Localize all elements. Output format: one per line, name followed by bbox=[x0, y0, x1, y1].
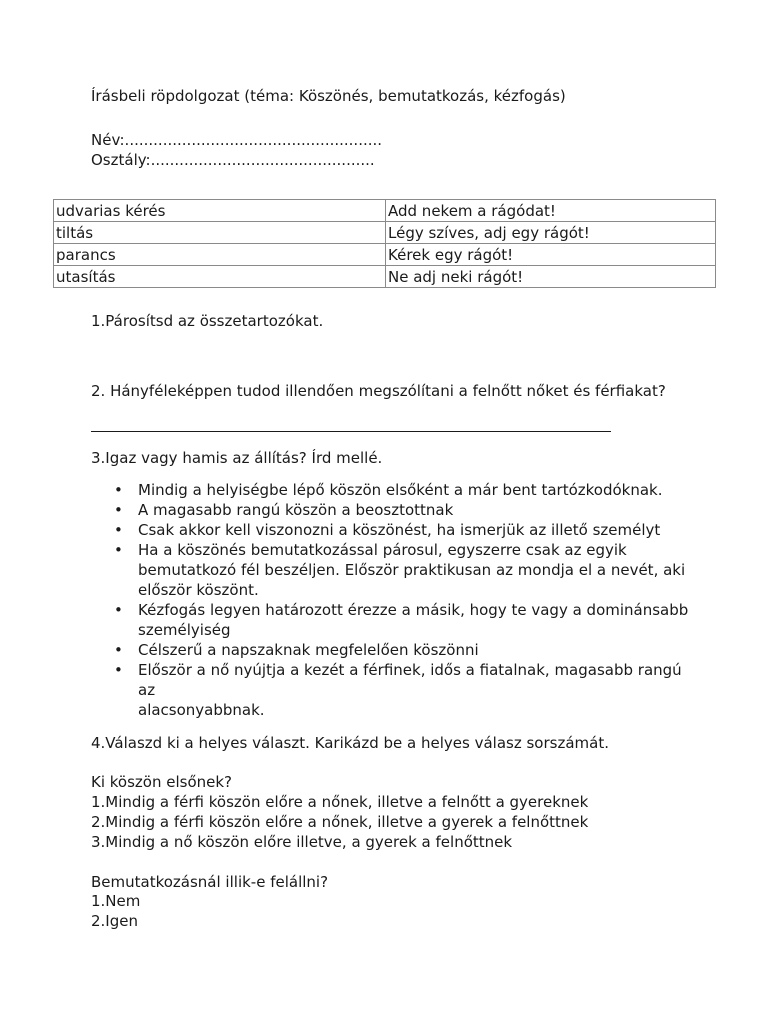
statement-text: alacsonyabbnak. bbox=[138, 701, 265, 719]
statement-list bbox=[91, 480, 691, 720]
table-row bbox=[54, 244, 716, 266]
table-cell: utasítás bbox=[54, 266, 386, 288]
table-cell: Kérek egy rágót! bbox=[386, 244, 716, 266]
bullet-icon: • bbox=[114, 521, 123, 539]
statement-text: bemutatkozó fél beszéljen. Először praktikusan az mondja el a nevét, aki bbox=[138, 561, 686, 579]
statement-text: Először a nő nyújtja a kezét a férfinek, idős a fiatalnak, magasabb rangú az bbox=[138, 661, 682, 699]
question-3: 3.Igaz vagy hamis az állítás? Írd mellé. bbox=[91, 449, 383, 467]
option-item: 1.Nem bbox=[91, 892, 141, 910]
statement-text: Ha a köszönés bemutatkozással párosul, egyszerre csak az egyik bbox=[138, 541, 627, 559]
sub-question-2: Bemutatkozásnál illik-e felállni? bbox=[91, 873, 329, 891]
statement-text: személyiség bbox=[138, 621, 231, 639]
sub-question-1: Ki köszön elsőnek? bbox=[91, 773, 233, 791]
table-row bbox=[54, 200, 716, 222]
question-4: 4.Válaszd ki a helyes választ. Karikázd be a helyes válasz sorszámát. bbox=[91, 734, 609, 752]
question-1: 1.Párosítsd az összetartozókat. bbox=[91, 312, 324, 330]
statement-text: A magasabb rangú köszön a beosztottnak bbox=[138, 501, 454, 519]
statement-text: Csak akkor kell viszonozni a köszönést, ha ismerjük az illető személyt bbox=[138, 521, 661, 539]
list-item bbox=[91, 660, 691, 720]
bullet-icon: • bbox=[114, 601, 123, 619]
list-item bbox=[91, 600, 691, 640]
statement-text: először köszönt. bbox=[138, 581, 259, 599]
bullet-icon: • bbox=[114, 541, 123, 559]
list-item bbox=[91, 640, 691, 660]
option-item: 2.Igen bbox=[91, 912, 138, 930]
worksheet-title: Írásbeli röpdolgozat (téma: Köszönés, bemutatkozás, kézfogás) bbox=[91, 87, 566, 105]
question-2: 2. Hányféleképpen tudod illendően megszólítani a felnőtt nőket és férfiakat? bbox=[91, 382, 666, 400]
table-row bbox=[54, 222, 716, 244]
class-field: Osztály:............................................... bbox=[91, 151, 375, 169]
option-item: 1.Mindig a férfi köszön előre a nőnek, illetve a felnőtt a gyereknek bbox=[91, 793, 589, 811]
table-cell: Add nekem a rágódat! bbox=[386, 200, 716, 222]
name-field: Név:...................................................... bbox=[91, 131, 383, 149]
table-row bbox=[54, 266, 716, 288]
table-cell: parancs bbox=[54, 244, 386, 266]
table-cell: Ne adj neki rágót! bbox=[386, 266, 716, 288]
option-item: 3.Mindig a nő köszön előre illetve, a gyerek a felnőttnek bbox=[91, 833, 513, 851]
list-item bbox=[91, 540, 691, 600]
statement-text: Célszerű a napszaknak megfelelően köszönni bbox=[138, 641, 479, 659]
list-item bbox=[91, 500, 691, 520]
bullet-icon: • bbox=[114, 481, 123, 499]
list-item bbox=[91, 480, 691, 500]
list-item bbox=[91, 520, 691, 540]
bullet-icon: • bbox=[114, 501, 123, 519]
table-cell: tiltás bbox=[54, 222, 386, 244]
statement-text: Kézfogás legyen határozott érezze a másik, hogy te vagy a dominánsabb bbox=[138, 601, 689, 619]
matching-table bbox=[53, 199, 716, 288]
table-cell: Légy szíves, adj egy rágót! bbox=[386, 222, 716, 244]
bullet-icon: • bbox=[114, 661, 123, 679]
answer-line bbox=[91, 431, 611, 432]
table-cell: udvarias kérés bbox=[54, 200, 386, 222]
option-item: 2.Mindig a férfi köszön előre a nőnek, illetve a gyerek a felnőttnek bbox=[91, 813, 589, 831]
statement-text: Mindig a helyiségbe lépő köszön elsőként a már bent tartózkodóknak. bbox=[138, 481, 663, 499]
bullet-icon: • bbox=[114, 641, 123, 659]
